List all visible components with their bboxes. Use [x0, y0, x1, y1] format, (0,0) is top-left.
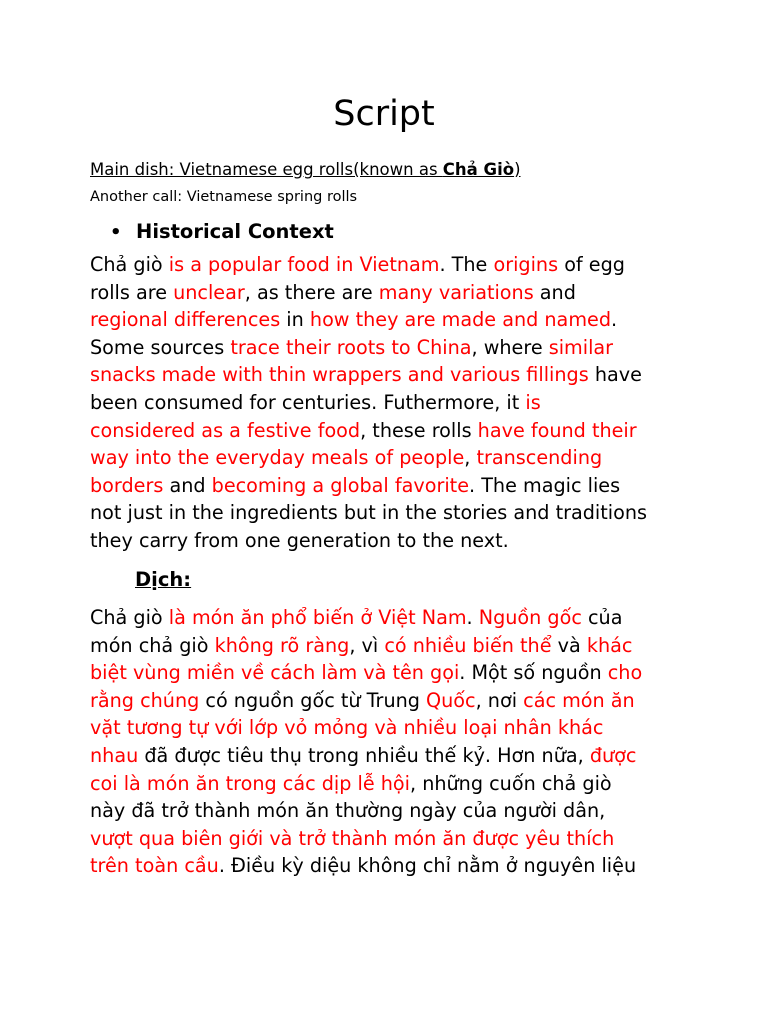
paragraph-line — [90, 251, 690, 279]
paragraph-line — [90, 742, 690, 770]
highlighted-phrase: borders — [90, 473, 164, 497]
text-run: , these rolls — [360, 418, 478, 442]
another-call-line: Another call: Vietnamese spring rolls — [90, 189, 358, 205]
text-run: , as there are — [244, 280, 379, 304]
text-run: been consumed for centuries. Futhermore, it — [90, 390, 526, 414]
paragraph-line — [90, 825, 690, 853]
highlighted-phrase: snacks made with thin wrappers and various fillings — [90, 363, 589, 387]
text-run: rolls are — [90, 280, 174, 304]
highlighted-phrase: có nhiều biến thể — [384, 633, 552, 657]
text-run: and — [533, 280, 576, 304]
highlighted-phrase: không rõ ràng — [214, 633, 350, 657]
text-run: Chả giò — [90, 606, 169, 629]
text-run: . Điều kỳ diệu không chỉ nằm ở nguyên liệu — [218, 854, 637, 878]
highlighted-phrase: Quốc — [426, 688, 476, 712]
highlighted-phrase: khác — [586, 633, 633, 657]
text-run: Some sources — [90, 335, 231, 359]
text-run: có nguồn gốc từ Trung — [199, 688, 427, 712]
paragraph-line — [90, 334, 690, 362]
paragraph-line — [90, 444, 690, 472]
text-run: . Một số nguồn — [459, 661, 608, 685]
bullet-icon: • — [110, 222, 122, 243]
vietnamese-paragraph — [90, 604, 690, 880]
text-run: và — [551, 633, 587, 657]
highlighted-phrase: is — [525, 390, 541, 414]
paragraph-line — [90, 852, 690, 880]
paragraph-line — [90, 389, 690, 417]
highlighted-phrase: vượt qua biên giới và trở thành món ăn được yêu thích — [90, 826, 615, 850]
paragraph-line — [90, 417, 690, 445]
paragraph-line — [90, 632, 690, 660]
main-dish-name: Chả Giò — [442, 160, 515, 179]
highlighted-phrase: have found their — [477, 418, 637, 442]
highlighted-phrase: trên toàn cầu — [90, 854, 219, 878]
paragraph-line — [90, 714, 690, 742]
paragraph-line — [90, 527, 690, 555]
highlighted-phrase: cho — [607, 661, 643, 685]
main-dish-prefix: Main dish: Vietnamese egg rolls(known as — [90, 160, 443, 179]
text-run: của — [581, 606, 623, 629]
highlighted-phrase: là món ăn phổ biến ở Việt Nam — [168, 606, 467, 629]
text-run: they carry from one generation to the next. — [90, 528, 509, 552]
text-run: Chả giò — [90, 253, 169, 276]
highlighted-phrase: regional differences — [90, 308, 281, 332]
text-run: have — [588, 363, 642, 387]
text-run: of egg — [558, 253, 625, 276]
highlighted-phrase: is a popular food in Vietnam — [168, 253, 440, 276]
main-dish-suffix: ) — [514, 160, 521, 179]
highlighted-phrase: similar — [548, 335, 614, 359]
paragraph-line — [90, 797, 690, 825]
highlighted-phrase: becoming a global favorite — [211, 473, 470, 497]
page-title: Script — [333, 94, 435, 134]
highlighted-phrase: unclear — [173, 280, 245, 304]
text-run: and — [163, 473, 212, 497]
text-run: . — [466, 606, 479, 629]
text-run: . The — [439, 253, 494, 276]
highlighted-phrase: nhau — [90, 743, 139, 767]
highlighted-phrase: trace their roots to China — [230, 335, 472, 359]
highlighted-phrase: được — [589, 743, 637, 767]
historical-context-heading — [110, 219, 334, 246]
text-run: . The magic lies — [469, 473, 621, 497]
highlighted-phrase: rằng chúng — [90, 688, 200, 712]
highlighted-phrase: considered as a festive food — [90, 418, 361, 442]
translation-heading: Dịch: — [135, 568, 192, 591]
highlighted-phrase: transcending — [476, 446, 603, 470]
english-paragraph — [90, 251, 690, 555]
paragraph-line — [90, 687, 690, 715]
highlighted-phrase: các món ăn — [523, 688, 635, 712]
highlighted-phrase: many variations — [378, 280, 534, 304]
paragraph-line — [90, 279, 690, 307]
highlighted-phrase: coi là món ăn trong các dịp lễ hội — [90, 771, 410, 795]
paragraph-line — [90, 659, 690, 687]
text-run: , where — [471, 335, 549, 359]
main-dish-line — [90, 159, 521, 181]
text-run: đã được tiêu thụ trong nhiều thế kỷ. Hơn nữa, — [138, 743, 590, 767]
text-run: này đã trở thành món ăn thường ngày của người dân, — [90, 799, 606, 823]
paragraph-line — [90, 499, 690, 527]
text-run: not just in the ingredients but in the stories and traditions — [90, 501, 647, 525]
highlighted-phrase: origins — [493, 253, 559, 276]
paragraph-line — [90, 604, 690, 632]
highlighted-phrase: vặt tương tự với lớp vỏ mỏng và nhiều loại nhân khác — [90, 716, 604, 740]
section-heading-text: Historical Context — [136, 220, 334, 243]
paragraph-line — [90, 361, 690, 389]
paragraph-line — [90, 472, 690, 500]
text-run: , nơi — [475, 688, 524, 712]
highlighted-phrase: way into the everyday meals of people — [90, 446, 465, 470]
highlighted-phrase: how they are made and named — [309, 308, 611, 332]
text-run: . — [611, 308, 618, 332]
highlighted-phrase: Nguồn gốc — [478, 606, 582, 629]
paragraph-line — [90, 306, 690, 334]
text-run: , — [464, 446, 477, 470]
paragraph-line — [90, 770, 690, 798]
text-run: , vì — [349, 633, 385, 657]
text-run: món chả giò — [90, 633, 215, 657]
highlighted-phrase: biệt vùng miền về cách làm và tên gọi — [90, 661, 460, 685]
text-run: in — [280, 308, 310, 332]
text-run: , những cuốn chả giò — [410, 771, 612, 795]
